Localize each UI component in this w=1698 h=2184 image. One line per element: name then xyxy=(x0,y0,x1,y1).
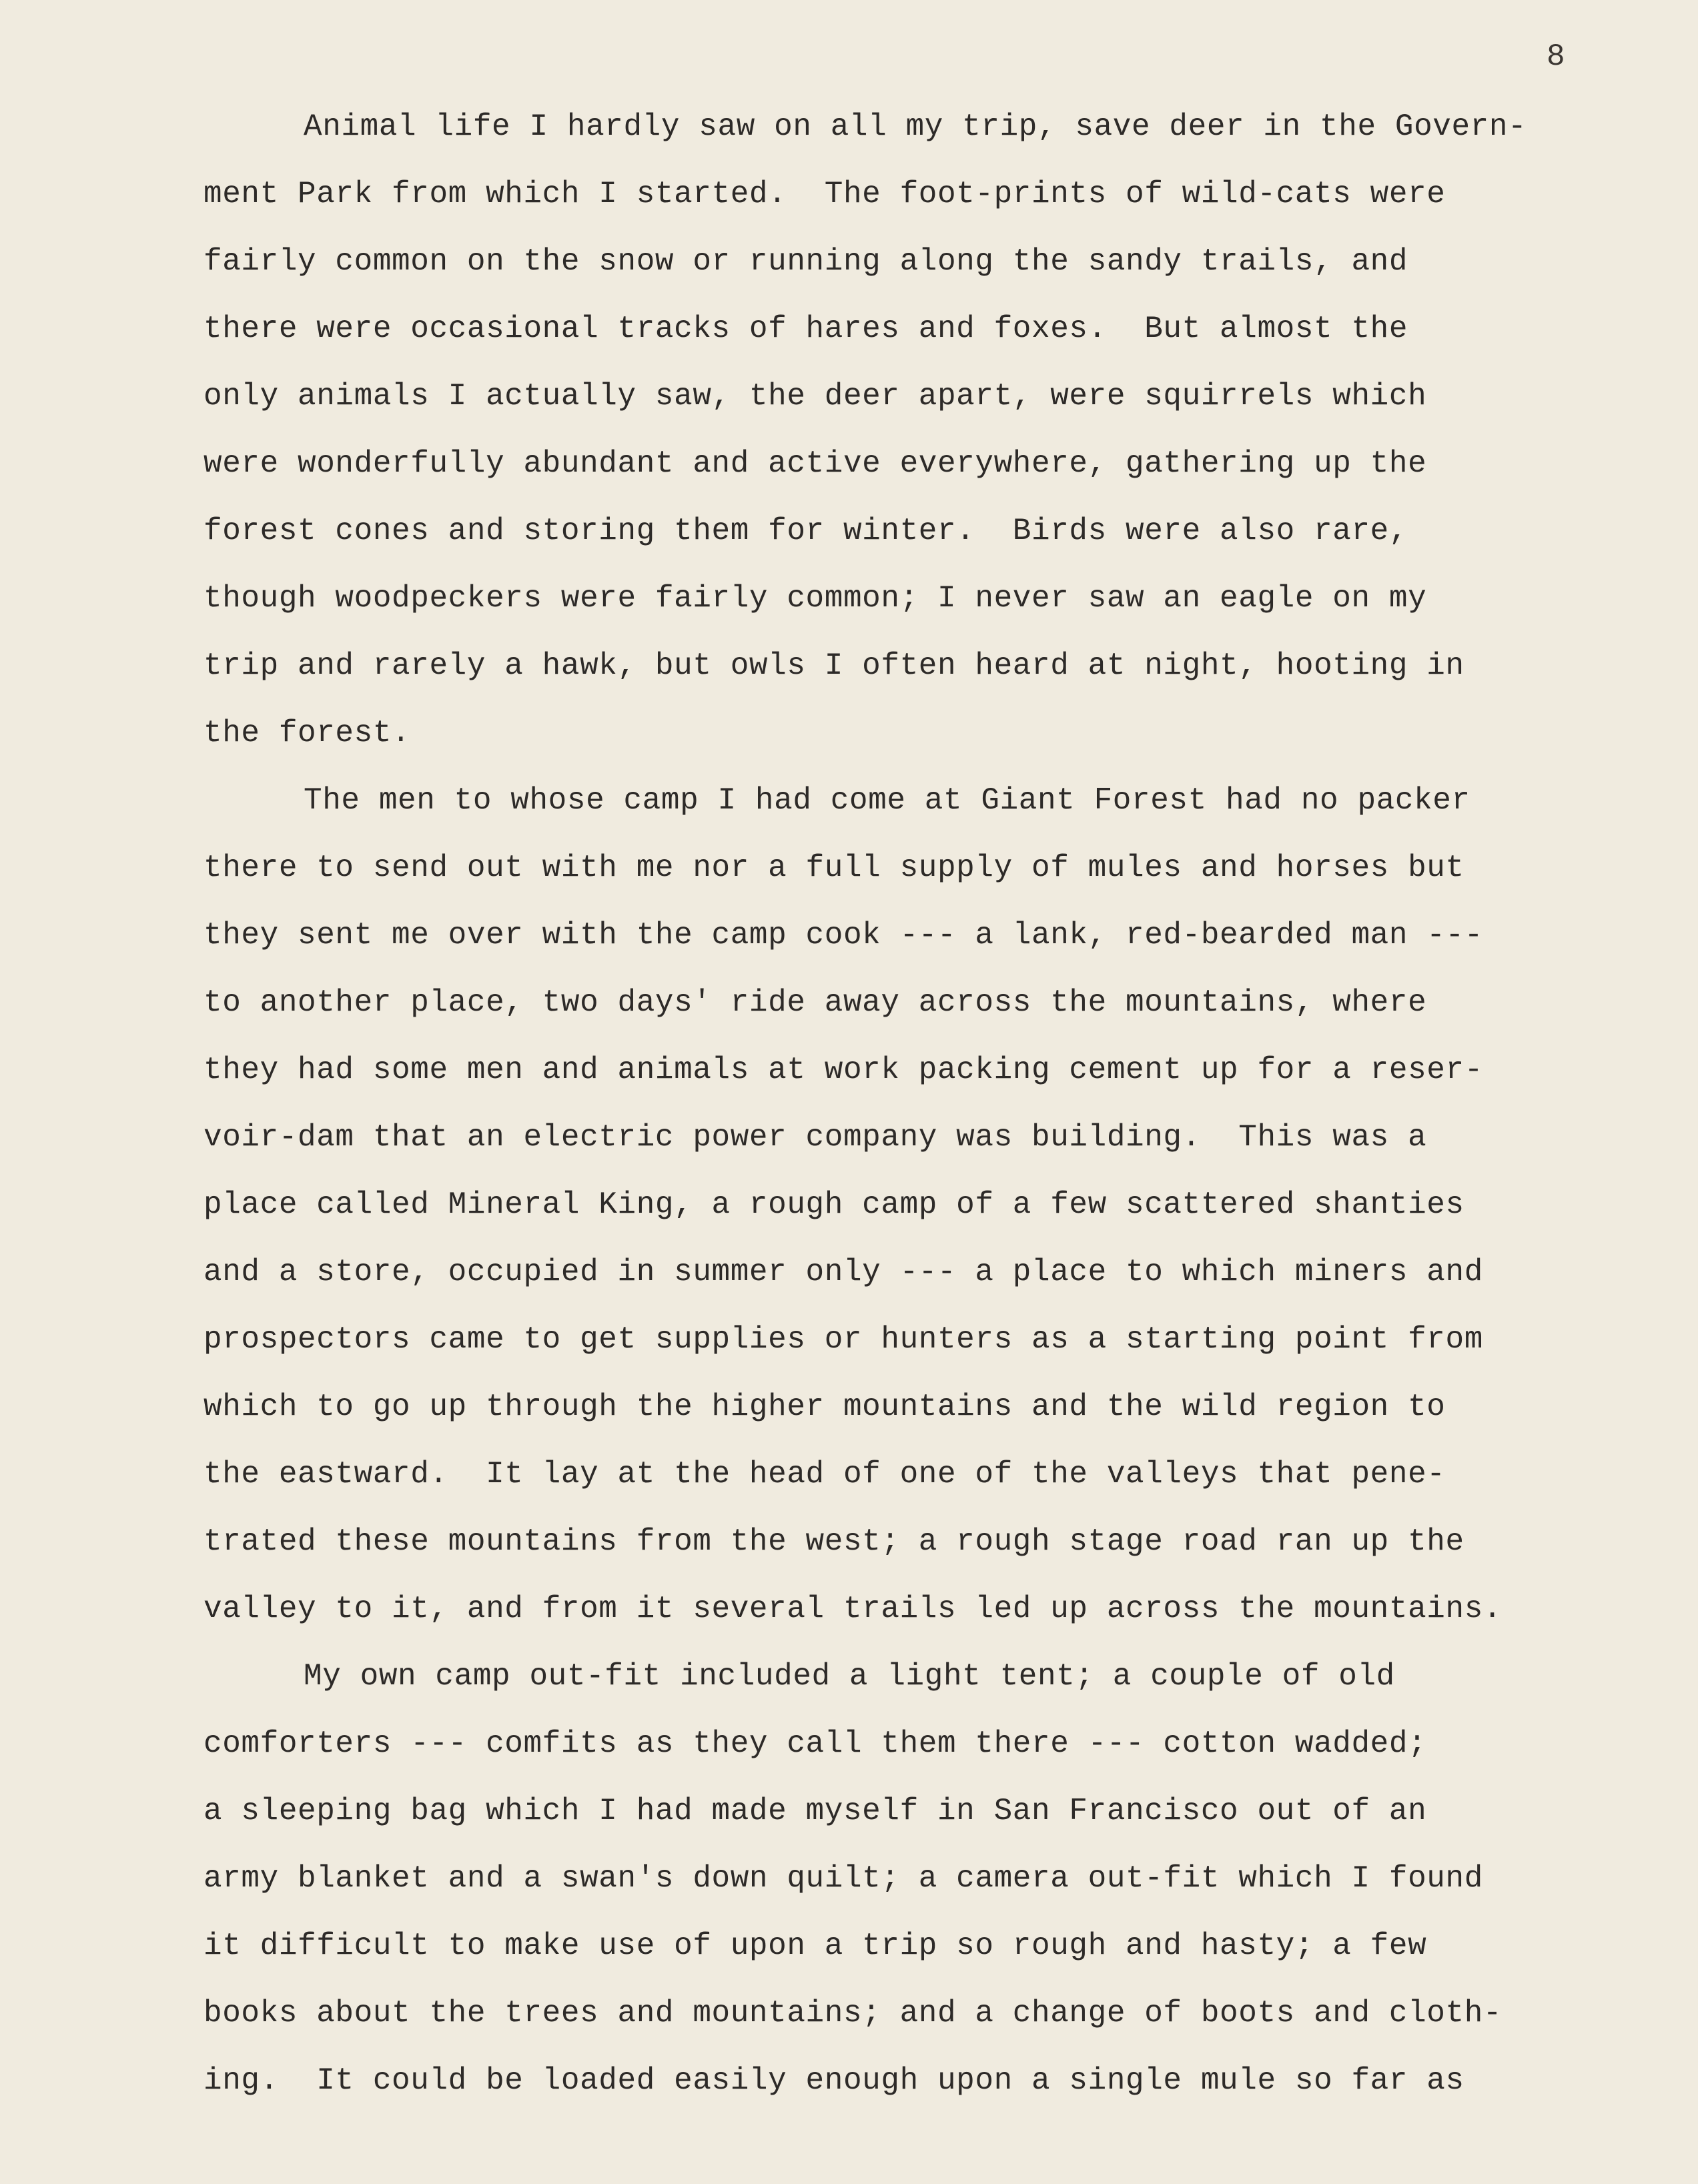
text-line: forest cones and storing them for winter. Birds were also rare, xyxy=(203,514,1408,548)
text-line: voir-dam that an electric power company was building. This was a xyxy=(203,1120,1427,1155)
text-line: there to send out with me nor a full supply of mules and horses but xyxy=(203,851,1464,885)
text-line: The men to whose camp I had come at Giant Forest had no packer xyxy=(304,783,1470,818)
text-line: trip and rarely a hawk, but owls I often heard at night, hooting in xyxy=(203,648,1464,683)
text-line: they sent me over with the camp cook --- a lank, red-bearded man --- xyxy=(203,918,1483,953)
text-line: Animal life I hardly saw on all my trip, save deer in the Govern- xyxy=(304,109,1527,144)
text-line: though woodpeckers were fairly common; I never saw an eagle on my xyxy=(203,581,1427,616)
text-line: and a store, occupied in summer only --- a place to which miners and xyxy=(203,1255,1483,1289)
text-line: place called Mineral King, a rough camp of a few scattered shanties xyxy=(203,1187,1464,1222)
text-line: fairly common on the snow or running along the sandy trails, and xyxy=(203,244,1408,279)
text-line: they had some men and animals at work packing cement up for a reser- xyxy=(203,1053,1483,1087)
text-line: ment Park from which I started. The foot-prints of wild-cats were xyxy=(203,177,1446,211)
body-text xyxy=(203,93,1605,2115)
text-line: the eastward. It lay at the head of one of the valleys that pene- xyxy=(203,1457,1446,1492)
text-line: trated these mountains from the west; a rough stage road ran up the xyxy=(203,1524,1464,1559)
text-line: it difficult to make use of upon a trip so rough and hasty; a few xyxy=(203,1929,1427,1963)
text-line: ing. It could be loaded easily enough upon a single mule so far as xyxy=(203,2063,1464,2098)
text-line: the forest. xyxy=(203,716,411,750)
text-line: a sleeping bag which I had made myself in San Francisco out of an xyxy=(203,1794,1427,1828)
text-line: prospectors came to get supplies or hunters as a starting point from xyxy=(203,1322,1483,1357)
text-line: books about the trees and mountains; and a change of boots and cloth- xyxy=(203,1996,1503,2031)
text-line: there were occasional tracks of hares and foxes. But almost the xyxy=(203,312,1408,346)
page-number: 8 xyxy=(1547,39,1565,74)
text-line: valley to it, and from it several trails led up across the mountains. xyxy=(203,1592,1503,1626)
text-line: which to go up through the higher mountains and the wild region to xyxy=(203,1390,1446,1424)
text-line: were wonderfully abundant and active everywhere, gathering up the xyxy=(203,446,1427,481)
text-line: to another place, two days' ride away across the mountains, where xyxy=(203,985,1427,1020)
text-line: only animals I actually saw, the deer apart, were squirrels which xyxy=(203,379,1427,414)
text-line: comforters --- comfits as they call them there --- cotton wadded; xyxy=(203,1726,1427,1761)
text-line: army blanket and a swan's down quilt; a camera out-fit which I found xyxy=(203,1861,1483,1896)
text-line: My own camp out-fit included a light tent; a couple of old xyxy=(304,1659,1395,1694)
